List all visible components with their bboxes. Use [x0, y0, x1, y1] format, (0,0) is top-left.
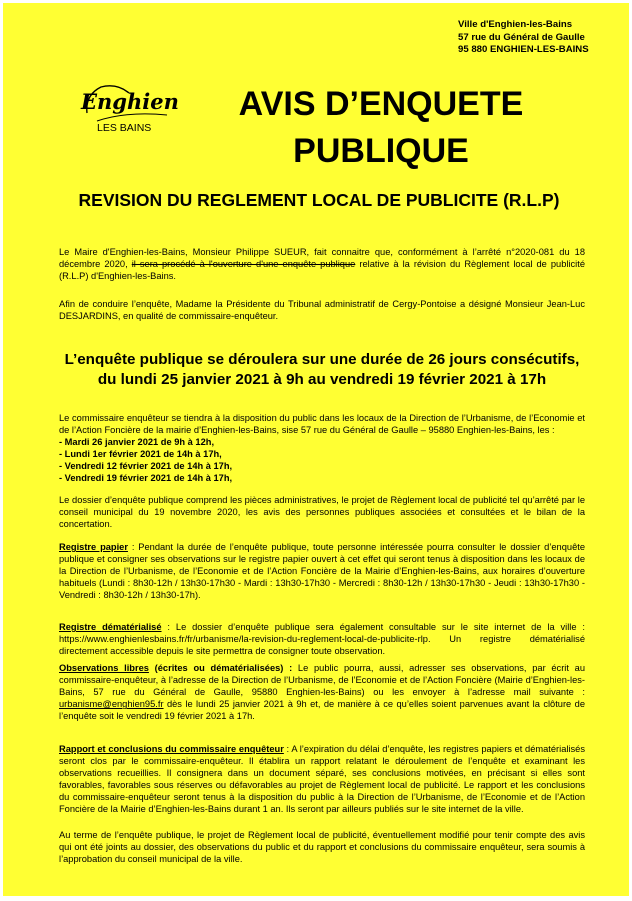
- notice-subtitle: REVISION DU REGLEMENT LOCAL DE PUBLICITE (R.L.P): [78, 190, 560, 210]
- registre-dematerialise-label: Registre dématérialisé: [59, 622, 162, 632]
- permanence-date: - Vendredi 12 février 2021 de 14h à 17h,: [59, 461, 233, 472]
- intro-text-1: Le Maire d'Enghien-les-Bains, Monsieur Philippe SUEUR, fait connaitre que, conformément à l’arrêté n°2020-081 du 18 décembre 2020,: [59, 247, 585, 270]
- town-hall-address: [458, 19, 589, 57]
- permanences-text: Le commissaire enquêteur se tiendra à la disposition du public dans les locaux de la Direction de l’Urbanisme, de l’Economie et de l’Action Foncière de la mairie d’Enghien-les-Bains, sise 57 rue du Général de Gaulle – 95880 Enghien-les-Bains, les :: [59, 413, 585, 436]
- intro-text-2: relative à la révision du Règlement local de publicité (R.L.P) d'Enghien-les-Bains.: [59, 259, 585, 282]
- notice-sheet: [3, 3, 629, 896]
- observations-text-2: dès le lundi 25 janvier 2021 à 9h et, de manière à ce qu’elles soient parvenues avant la clôture de l’enquête soit le vendredi 19 février 2021 à 17h.: [59, 699, 585, 722]
- commissaire-paragraph: Afin de conduire l’enquête, Madame la Présidente du Tribunal administratif de Cergy-Pontoise a désigné Monsieur Jean-Luc DESJARDINS, en qualité de commissaire-enquêteur.: [59, 299, 585, 322]
- notice-title: [153, 81, 609, 175]
- rapport-label: Rapport et conclusions du commissaire enquêteur: [59, 744, 284, 754]
- registre-dematerialise-text: : Le dossier d’enquête publique sera également consultable sur le site internet de la ville : https://www.enghienlesbains.fr/fr/urbanisme/la-revision-du-reglement-local-de-publicite-rlp. Un registre dématérialisé directement accessible depuis le site permettra de consigner toute observation.: [59, 622, 585, 657]
- observations-label-suffix: (écrites ou dématérialisées) :: [148, 663, 293, 673]
- intro-paragraph: [59, 246, 585, 282]
- logo-word-enghien: Enghien: [81, 89, 179, 114]
- contact-email-link[interactable]: urbanisme@enghien95.fr: [59, 699, 164, 710]
- observations-paragraph: [59, 662, 585, 722]
- address-line-3: 95 880 ENGHIEN-LES-BAINS: [458, 44, 589, 55]
- registre-papier-paragraph: [59, 541, 585, 601]
- address-line-2: 57 rue du Général de Gaulle: [458, 31, 585, 43]
- observations-label: Observations libres: [59, 663, 149, 673]
- permanence-date: - Lundi 1er février 2021 de 14h à 17h,: [59, 449, 222, 460]
- conclusion-paragraph: Au terme de l’enquête publique, le projet de Règlement local de publicité, éventuellement modifié pour tenir compte des avis qui ont été joints au dossier, des observations du public et du rapport et conclusions du commissaire enquêteur, sera soumis à l’approbation du conseil municipal de la ville.: [59, 830, 585, 865]
- address-line-1: Ville d'Enghien-les-Bains: [458, 19, 573, 30]
- title-line-2: PUBLIQUE: [293, 132, 469, 170]
- rapport-text: : A l’expiration du délai d’enquête, les registres papiers et dématérialisés seront clos par le commissaire-enquêteur. Il établira un rapport relatant le déroulement de l’enquête et examinant les observations recueillies. Il consignera dans un document séparé, ses conclusions motivées, en précisant si elles sont favorables, favorables sous réserves ou défavorables au projet de Règlement local de publicité. Le rapport et les conclusions du commissaire-enquêteur seront tenus à la disposition du public à la Direction de l’Urbanisme, de l’Economie et de l’Action Foncière de la Mairie d’Enghien-les-Bains durant 1 an. Ils seront par ailleurs publiés sur le site internet de la ville.: [59, 744, 585, 815]
- registre-papier-text: : Pendant la durée de l’enquête publique, toute personne intéressée pourra consulter le dossier d’enquête publique et consigner ses observations sur le registre papier ouvert à cet effet qui seront tenus à disposition dans les locaux de la Direction de l’Urbanisme, de l’Economie et de l’Action Foncière de la Mairie d’Enghien-les-Bains, aux horaires d’ouverture habituels (Lundi : 8h30-12h / 13h30-17h30 - Mardi : 13h30-17h30 - Mercredi : 8h30-12h / 13h30-17h30 - Jeudi : 13h30-17h30 -Vendredi : 8h30-12h / 13h30-17h).: [59, 542, 585, 601]
- permanences-paragraph: [59, 412, 585, 485]
- registre-dematerialise-paragraph: [59, 621, 585, 657]
- enquiry-period: du lundi 25 janvier 2021 à 9h au vendredi 19 février 2021 à 17h: [97, 370, 547, 388]
- permanence-date: - Vendredi 19 février 2021 de 14h à 17h,: [59, 473, 233, 484]
- observations-text-1: Le public pourra, aussi, adresser ses observations, par écrit au commissaire-enquêteur, à l’adresse de la Direction de l’Urbanisme, de l’Economie et de l’Action Foncière (Mairie d’Enghien-les-Bains, 57 rue du Général de Gaulle, 95880 Enghien-les-Bains) ou les envoyer à l’adresse mail suivante :: [59, 663, 585, 698]
- registre-papier-label: Registre papier: [59, 542, 128, 552]
- dossier-paragraph: Le dossier d’enquête publique comprend les pièces administratives, le projet de Règlement local de publicité tel qu’arrêté par le conseil municipal du 19 novembre 2020, les avis des personnes publiques associées et consultées et le bilan de la concertation.: [59, 495, 585, 530]
- permanence-date: - Mardi 26 janvier 2021 de 9h à 12h,: [59, 437, 215, 448]
- enquiry-duration: L’enquête publique se déroulera sur une durée de 26 jours consécutifs,: [64, 351, 580, 368]
- intro-struck-text: il sera procédé à l'ouverture d'une enquête publique: [131, 259, 356, 270]
- enquiry-dates-banner: [59, 350, 585, 389]
- permanence-dates-list: [59, 436, 585, 484]
- logo-word-les-bains: LES BAINS: [97, 122, 152, 134]
- title-line-1: AVIS D’ENQUETE: [238, 85, 524, 123]
- rapport-paragraph: [59, 743, 585, 816]
